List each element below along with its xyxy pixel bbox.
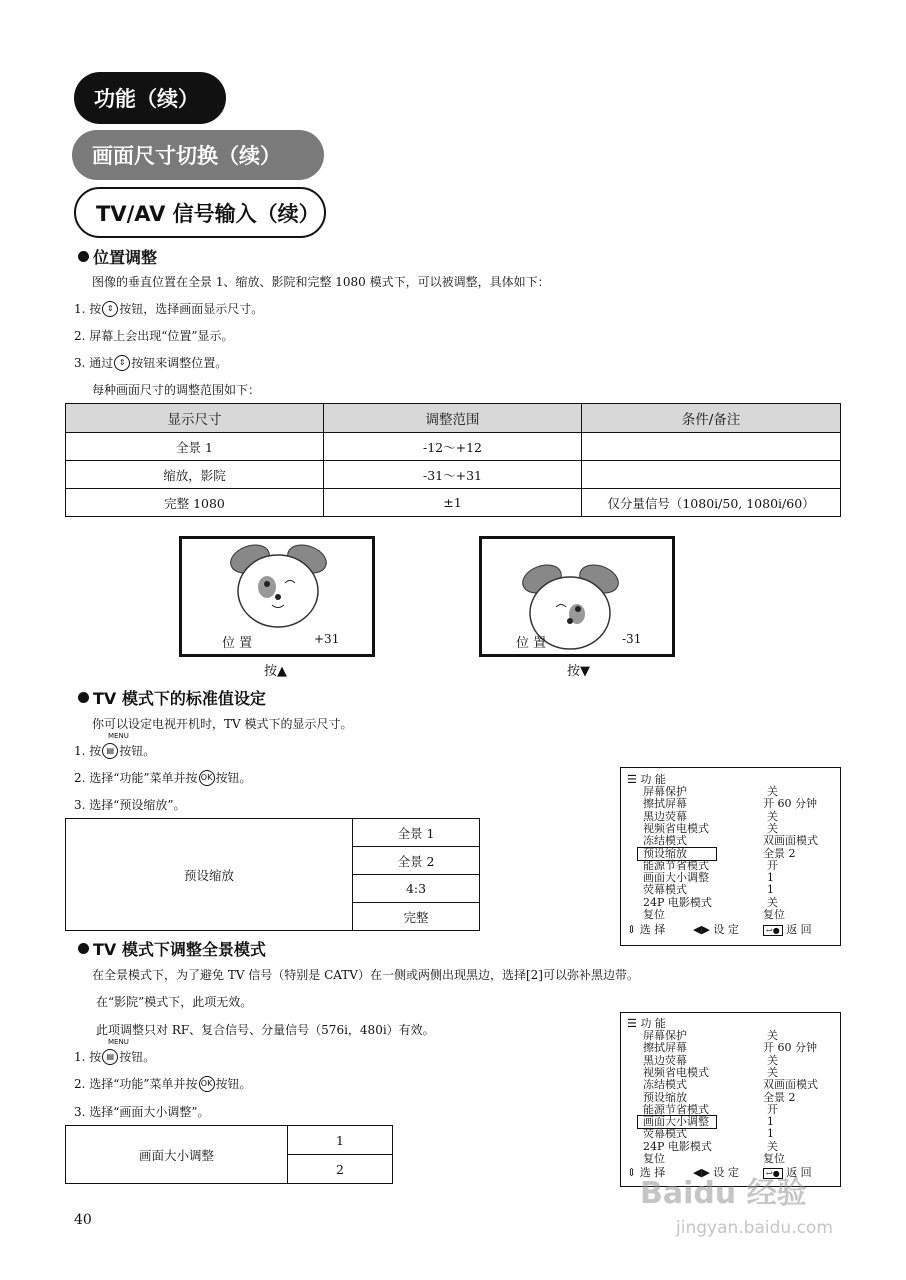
osd-footer-text: 选 择 bbox=[639, 1166, 666, 1179]
osd-menu-screen-1 bbox=[620, 767, 841, 946]
table-header: 调整范围 bbox=[324, 404, 582, 433]
section-title: 功能（续） bbox=[94, 87, 199, 111]
range-intro: 每种画面尺寸的调整范围如下： bbox=[92, 383, 261, 397]
table-row bbox=[66, 433, 841, 461]
highlight-box bbox=[637, 847, 717, 861]
osd-menu-item-name: 擦拭屏幕 bbox=[643, 1041, 687, 1055]
tv-default-heading-text: TV 模式下的标准值设定 bbox=[93, 689, 266, 708]
tv-full-step-1 bbox=[74, 1048, 155, 1066]
osd-menu-item-value: 开 bbox=[767, 1102, 778, 1116]
left-right-arrow-icon: ◀▶ bbox=[693, 923, 714, 936]
table-cell: 全景 1 bbox=[353, 819, 480, 847]
osd-footer-select bbox=[627, 924, 665, 936]
osd-footer-text: 返 回 bbox=[786, 923, 812, 936]
menu-button-icon: ▤ bbox=[102, 1049, 118, 1065]
osd-menu-item-name: 能源节省模式 bbox=[643, 1102, 709, 1116]
step-text: 1. 按 bbox=[74, 744, 102, 758]
table-cell bbox=[582, 433, 841, 461]
osd-menu-screen-2 bbox=[620, 1012, 841, 1187]
table-cell: 全景 1 bbox=[66, 433, 324, 461]
up-down-button-icon: ⇕ bbox=[102, 301, 118, 317]
osd-menu-item-value: 关 bbox=[767, 785, 778, 798]
table-header-row bbox=[66, 404, 841, 433]
osd-menu-item-name: 黑边荧幕 bbox=[643, 809, 687, 823]
osd-menu-item-name: 黑边荧幕 bbox=[643, 1053, 687, 1067]
step-text: 按钮。 bbox=[119, 744, 156, 758]
osd-title-text: 功 能 bbox=[640, 773, 666, 786]
tv-full-heading bbox=[78, 937, 266, 960]
position-step-3 bbox=[74, 354, 227, 372]
tv-default-step-3: 3. 选择“预设缩放”。 bbox=[74, 798, 186, 812]
bullet-icon bbox=[78, 692, 89, 703]
osd-menu-item-name: 复位 bbox=[643, 908, 665, 921]
tv-default-step-2 bbox=[74, 769, 252, 787]
osd-menu-item-value: 1 bbox=[767, 1115, 774, 1129]
osd-menu-item-name: 24P 电影模式 bbox=[643, 895, 712, 909]
position-label: 位 置 bbox=[516, 636, 547, 651]
step-text: 1. 按 bbox=[74, 1050, 102, 1064]
osd-menu-item-name: 擦拭屏幕 bbox=[643, 797, 687, 811]
table-cell: ±1 bbox=[324, 489, 582, 517]
section-header bbox=[74, 72, 226, 124]
range-table bbox=[65, 403, 841, 517]
table-header: 条件/备注 bbox=[582, 404, 841, 433]
osd-menu-item-value: 关 bbox=[767, 1139, 778, 1153]
subsection-header bbox=[72, 130, 324, 180]
table-row bbox=[66, 461, 841, 489]
page-number: 40 bbox=[74, 1212, 92, 1228]
return-button-icon: ↩● bbox=[763, 1168, 783, 1179]
tv-full-heading-text: TV 模式下调整全景模式 bbox=[93, 940, 266, 959]
osd-menu-item-name: 画面大小调整 bbox=[643, 1115, 709, 1129]
tv-default-step-1 bbox=[74, 742, 155, 760]
osd-menu-item-value: 关 bbox=[767, 1029, 778, 1042]
osd-menu-item-value: 复位 bbox=[763, 1152, 785, 1165]
subsubsection-header bbox=[74, 187, 326, 238]
osd-menu-item-value: 开 60 分钟 bbox=[763, 1041, 817, 1055]
return-button-icon: ↩● bbox=[763, 925, 783, 936]
bullet-icon bbox=[78, 251, 89, 262]
position-value: +31 bbox=[314, 632, 340, 646]
osd-footer-text: 选 择 bbox=[639, 923, 666, 936]
osd-menu-item-value: 开 60 分钟 bbox=[763, 797, 817, 811]
step-text: 按钮。 bbox=[215, 1077, 252, 1091]
tv-full-step-2 bbox=[74, 1075, 252, 1093]
osd-menu-item-value: 双画面模式 bbox=[763, 1078, 818, 1092]
subsubsection-title: TV/AV 信号输入（续） bbox=[96, 201, 320, 226]
position-step-2: 2. 屏幕上会出现“位置”显示。 bbox=[74, 329, 234, 343]
osd-footer-set bbox=[693, 924, 739, 936]
osd-footer-text: 设 定 bbox=[713, 1166, 739, 1179]
step-text: 按钮，选择画面显示尺寸。 bbox=[119, 302, 264, 316]
table-row bbox=[66, 489, 841, 517]
menu-button-icon: ▤ bbox=[102, 743, 118, 759]
osd-menu-item-name: 能源节省模式 bbox=[643, 858, 709, 872]
table-cell: 4:3 bbox=[353, 875, 480, 903]
position-intro: 图像的垂直位置在全景 1、缩放、影院和完整 1080 模式下，可以被调整，具体如下： bbox=[92, 275, 550, 289]
menu-list-icon: ☰ bbox=[627, 1017, 641, 1030]
tv-default-intro: 你可以设定电视开机时，TV 模式下的显示尺寸。 bbox=[92, 717, 353, 731]
osd-footer-text: 设 定 bbox=[713, 923, 739, 936]
screen-size-adjust-table bbox=[65, 1125, 393, 1184]
position-up-caption: 按▲ bbox=[264, 664, 287, 679]
step-text: 按钮。 bbox=[119, 1050, 156, 1064]
step-text: 按钮。 bbox=[215, 771, 252, 785]
step-text: 3. 通过 bbox=[74, 356, 114, 370]
up-down-arrow-icon: ⇕ bbox=[627, 1166, 640, 1179]
step-text: 2. 选择“功能”菜单并按 bbox=[74, 1077, 198, 1091]
table-cell: 完整 bbox=[353, 903, 480, 931]
osd-menu-item-name: 画面大小调整 bbox=[643, 871, 709, 885]
menu-button-label: MENU bbox=[108, 1038, 129, 1046]
left-right-arrow-icon: ◀▶ bbox=[693, 1166, 714, 1179]
up-down-button-icon: ⇕ bbox=[114, 355, 130, 371]
osd-menu-item-value: 复位 bbox=[763, 908, 785, 921]
osd-menu-item-name: 荧幕模式 bbox=[643, 1127, 687, 1141]
table-cell bbox=[582, 461, 841, 489]
osd-menu-item-value: 1 bbox=[767, 1127, 774, 1141]
osd-menu-item-value: 1 bbox=[767, 883, 774, 897]
table-cell: 完整 1080 bbox=[66, 489, 324, 517]
tv-default-heading bbox=[78, 686, 266, 709]
table-header: 显示尺寸 bbox=[66, 404, 324, 433]
osd-menu-item-name: 24P 电影模式 bbox=[643, 1139, 712, 1153]
osd-menu-item-value: 全景 2 bbox=[763, 1090, 796, 1104]
ok-button-icon: OK bbox=[199, 1076, 215, 1092]
watermark-url: jingyan.baidu.com bbox=[676, 1218, 833, 1238]
osd-menu-item-name: 冻结模式 bbox=[643, 1078, 687, 1092]
highlight-box bbox=[637, 1115, 717, 1129]
step-text: 2. 选择“功能”菜单并按 bbox=[74, 771, 198, 785]
osd-menu-item-value: 1 bbox=[767, 871, 774, 885]
menu-button-label: MENU bbox=[108, 732, 129, 740]
step-text: 按钮来调整位置。 bbox=[131, 356, 228, 370]
table-cell: 仅分量信号（1080i/50, 1080i/60） bbox=[582, 489, 841, 517]
osd-menu-item-name: 屏幕保护 bbox=[643, 1029, 687, 1042]
table-label-cell: 预设缩放 bbox=[66, 819, 353, 931]
table-row bbox=[66, 1126, 393, 1155]
osd-menu-item-value: 双画面模式 bbox=[763, 834, 818, 848]
position-heading-text: 位置调整 bbox=[93, 248, 158, 267]
position-down-illustration bbox=[479, 536, 675, 657]
dog-illustration bbox=[182, 539, 372, 654]
osd-menu-item-name: 视频省电模式 bbox=[643, 821, 709, 835]
osd-menu-item-value: 关 bbox=[767, 1065, 778, 1079]
osd-menu-item-value: 关 bbox=[767, 809, 778, 823]
position-value: -31 bbox=[622, 632, 642, 646]
tv-full-paragraph-2: 在“影院”模式下，此项无效。 bbox=[96, 995, 253, 1009]
osd-menu-item-name: 视频省电模式 bbox=[643, 1065, 709, 1079]
osd-menu-item-name: 预设缩放 bbox=[643, 1090, 687, 1104]
ok-button-icon: OK bbox=[199, 770, 215, 786]
bullet-icon bbox=[78, 943, 89, 954]
osd-menu-item-value: 关 bbox=[767, 895, 778, 909]
subsection-title: 画面尺寸切换（续） bbox=[92, 144, 281, 168]
position-step-1 bbox=[74, 300, 263, 318]
table-cell: 全景 2 bbox=[353, 847, 480, 875]
step-text: 1. 按 bbox=[74, 302, 102, 316]
table-label-cell: 画面大小调整 bbox=[66, 1126, 288, 1184]
position-label: 位 置 bbox=[222, 636, 253, 651]
table-cell: -12～+12 bbox=[324, 433, 582, 461]
table-row bbox=[66, 819, 480, 847]
tv-full-step-3: 3. 选择“画面大小调整”。 bbox=[74, 1105, 210, 1119]
osd-title-text: 功 能 bbox=[640, 1017, 666, 1030]
osd-menu-item-name: 屏幕保护 bbox=[643, 785, 687, 798]
osd-menu-item-name: 荧幕模式 bbox=[643, 883, 687, 897]
osd-menu-item-value: 关 bbox=[767, 821, 778, 835]
osd-footer-text: 返 回 bbox=[786, 1166, 812, 1179]
osd-menu-item-name: 冻结模式 bbox=[643, 834, 687, 848]
table-cell: 2 bbox=[288, 1155, 393, 1184]
tv-full-paragraph-3: 此项调整只对 RF、复合信号、分量信号（576i，480i）有效。 bbox=[96, 1023, 435, 1037]
table-cell: 1 bbox=[288, 1126, 393, 1155]
up-down-arrow-icon: ⇕ bbox=[627, 923, 640, 936]
osd-menu-item-value: 全景 2 bbox=[763, 846, 796, 860]
table-cell: 缩放，影院 bbox=[66, 461, 324, 489]
position-down-caption: 按▼ bbox=[567, 664, 590, 679]
position-heading bbox=[78, 245, 157, 268]
watermark-logo: Baidu 经验 bbox=[640, 1176, 807, 1211]
osd-menu-item-value: 开 bbox=[767, 858, 778, 872]
osd-footer-back bbox=[763, 924, 812, 937]
menu-list-icon: ☰ bbox=[627, 773, 641, 786]
dog-illustration bbox=[482, 539, 672, 654]
tv-full-paragraph-1: 在全景模式下，为了避免 TV 信号（特别是 CATV）在一侧或两侧出现黑边，选择[2]可以弥补黑边带。 bbox=[92, 968, 639, 982]
osd-menu-item-name: 预设缩放 bbox=[643, 846, 687, 860]
table-cell: -31～+31 bbox=[324, 461, 582, 489]
osd-menu-item-name: 复位 bbox=[643, 1152, 665, 1165]
osd-menu-item-value: 关 bbox=[767, 1053, 778, 1067]
position-up-illustration bbox=[179, 536, 375, 657]
preset-zoom-table bbox=[65, 818, 480, 931]
